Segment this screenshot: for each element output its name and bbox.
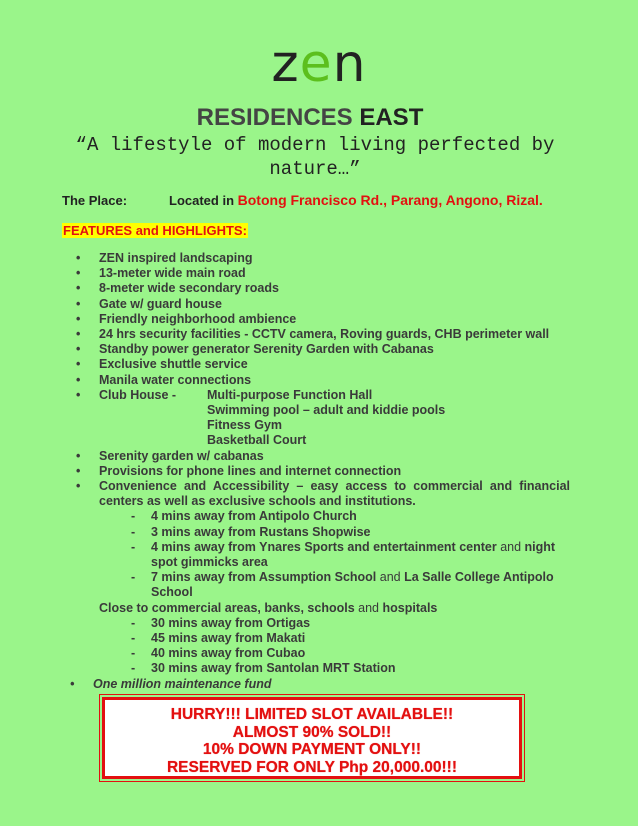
connector-text: and (358, 600, 380, 615)
amenity: Swimming pool – adult and kiddie pools (207, 403, 446, 418)
item-text: 30 mins away from Santolan MRT Station (151, 661, 396, 676)
item-text: 3 mins away from Rustans Shopwise (151, 524, 371, 539)
place-prefix: Located in (169, 193, 235, 208)
amenity: Basketball Court (207, 433, 307, 448)
dash-icon: - (131, 524, 136, 539)
item-text: 45 mins away from Makati (151, 631, 306, 646)
nearby-list (99, 509, 570, 600)
convenience-item (62, 479, 570, 677)
item-text: 4 mins away from Antipolo Church (151, 509, 357, 524)
item-text: Standby power generator Serenity Garden with Cabanas (99, 342, 434, 357)
dash-icon: - (131, 661, 136, 676)
item-text: Exclusive shuttle service (99, 357, 248, 372)
page-title (0, 103, 620, 133)
item-text: La Salle College Antipolo School (151, 570, 554, 600)
promo-box (102, 697, 522, 779)
bullet-icon: • (76, 342, 81, 357)
bullet-icon: • (76, 463, 81, 478)
item-text: 7 mins away from Assumption School (151, 570, 377, 585)
item-text: ZEN inspired landscaping (99, 251, 253, 265)
list-item (62, 281, 570, 296)
convenience-text: Convenience and Accessibility – easy access to commercial and financial centers as well as exclusive schools and institutions. (99, 479, 570, 509)
bullet-icon: • (70, 676, 75, 691)
connector-text: and (500, 539, 522, 554)
list-item (99, 509, 570, 524)
item-text: One million maintenance fund (93, 676, 272, 691)
bullet-icon: • (76, 327, 81, 342)
tagline: “A lifestyle of modern living perfected by nature…” (75, 134, 555, 180)
list-item (99, 631, 570, 646)
dash-icon: - (131, 509, 136, 524)
features-list (62, 251, 570, 692)
title-east: EAST (359, 104, 424, 131)
list-item (99, 616, 570, 631)
list-item (62, 327, 570, 342)
promo-line: RESERVED FOR ONLY Php 20,000.00!!! (166, 758, 457, 776)
place-location: Botong Francisco Rd., Parang, Angono, Rizal. (237, 192, 543, 208)
zen-logo (0, 34, 638, 94)
item-text: hospitals (382, 600, 438, 615)
list-item (99, 525, 570, 540)
dash-icon: - (131, 646, 136, 661)
list-item (62, 251, 570, 266)
list-item (62, 266, 570, 281)
bullet-icon: • (76, 296, 81, 311)
item-text: 40 mins away from Cubao (151, 646, 306, 661)
club-house-item (62, 388, 570, 449)
logo-e: e (299, 34, 333, 94)
item-text: 4 mins away from Ynares Sports and entertainment center (151, 539, 497, 554)
bullet-icon: • (76, 479, 81, 494)
bullet-icon: • (76, 281, 81, 296)
item-text: Manila water connections (99, 372, 252, 387)
list-item (62, 464, 570, 479)
list-item (99, 661, 570, 676)
maintenance-item (62, 677, 570, 692)
amenity: Multi-purpose Function Hall (207, 387, 373, 402)
features-heading: FEATURES and HIGHLIGHTS: (63, 223, 247, 238)
list-item (62, 373, 570, 388)
place-line (62, 192, 543, 208)
club-house-label: Club House - (99, 387, 177, 402)
club-house-amenities (207, 388, 445, 449)
place-label: The Place: (62, 193, 128, 208)
list-item (99, 540, 570, 570)
list-item (62, 342, 570, 357)
item-text: 30 mins away from Ortigas (151, 615, 311, 630)
list-item (62, 312, 570, 327)
list-item (62, 357, 570, 372)
logo-n: n (332, 34, 367, 94)
close-to-line (99, 601, 570, 616)
bullet-icon: • (76, 357, 81, 372)
item-text: night spot gimmicks area (151, 539, 556, 570)
connector-text: and (379, 570, 401, 585)
item-text: Provisions for phone lines and internet connection (99, 463, 402, 478)
bullet-icon: • (76, 387, 81, 402)
dash-icon: - (131, 631, 136, 646)
promo-line: 10% DOWN PAYMENT ONLY!! (202, 741, 422, 758)
dash-icon: - (131, 570, 136, 585)
list-item (62, 297, 570, 312)
item-text: 24 hrs security facilities - CCTV camera, Roving guards, CHB perimeter wall (99, 327, 550, 342)
dash-icon: - (131, 539, 136, 554)
list-item (99, 646, 570, 661)
item-text: Close to commercial areas, banks, schools (99, 600, 355, 615)
item-text: Serenity garden w/ cabanas (99, 448, 264, 463)
promo-line: HURRY!!! LIMITED SLOT AVAILABLE!! (170, 706, 454, 723)
item-text: Friendly neighborhood ambience (99, 311, 297, 326)
item-text: Gate w/ guard house (99, 296, 222, 311)
promo-line: ALMOST 90% SOLD!! (232, 723, 392, 741)
title-residences: RESIDENCES (196, 104, 353, 131)
bullet-icon: • (76, 311, 81, 326)
bullet-icon: • (76, 448, 81, 463)
list-item (62, 449, 570, 464)
item-text: 8-meter wide secondary roads (99, 281, 279, 296)
bullet-icon: • (76, 251, 81, 265)
list-item (99, 570, 570, 600)
bullet-icon: • (76, 372, 81, 387)
item-text: 13-meter wide main road (99, 266, 246, 281)
dash-icon: - (131, 615, 136, 630)
distance-list (99, 616, 570, 677)
bullet-icon: • (76, 266, 81, 281)
logo-z: z (271, 34, 300, 94)
amenity: Fitness Gym (207, 418, 283, 433)
club-house (99, 388, 570, 449)
